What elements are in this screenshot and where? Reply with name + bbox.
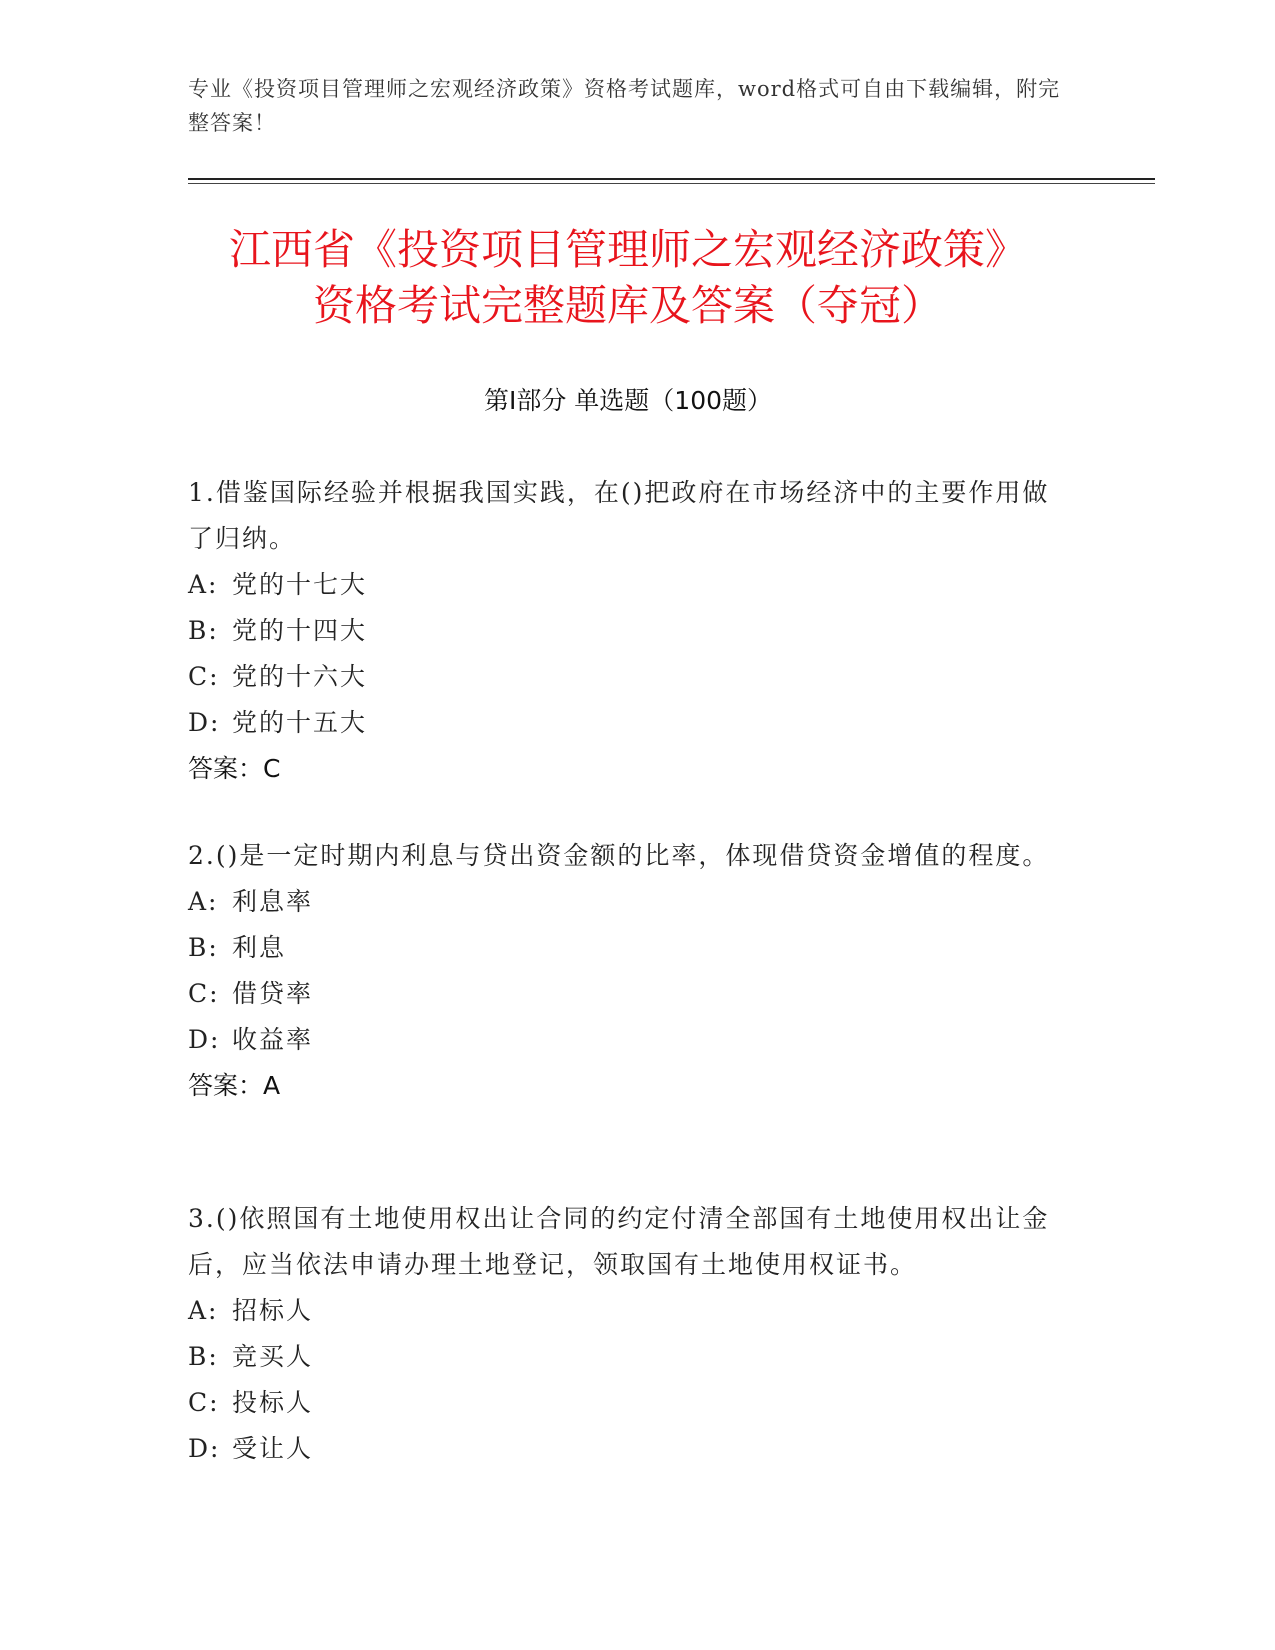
option-text: 利息率	[232, 887, 314, 916]
option-a	[188, 1288, 1068, 1334]
header-divider-thin	[188, 183, 1155, 184]
answer-line: 答案：C	[188, 754, 281, 783]
option-letter: C:	[188, 1388, 220, 1417]
option-letter: A:	[188, 887, 219, 916]
question-2	[188, 833, 1068, 1109]
question-stem: 1.借鉴国际经验并根据我国实践，在()把政府在市场经济中的主要作用做了归纳。	[188, 478, 1050, 553]
document-title-line1: 江西省《投资项目管理师之宏观经济政策》	[228, 225, 1027, 274]
option-text: 党的十四大	[232, 616, 368, 645]
question-stem: 2.()是一定时期内利息与贷出资金额的比率，体现借贷资金增值的程度。	[188, 841, 1050, 870]
option-text: 竞买人	[232, 1342, 314, 1371]
option-text: 党的十五大	[232, 708, 368, 737]
header-divider-thick	[188, 178, 1155, 180]
question-3	[188, 1196, 1068, 1472]
option-d	[188, 1426, 1068, 1472]
option-letter: C:	[188, 662, 220, 691]
option-letter: B:	[188, 616, 219, 645]
option-text: 受让人	[232, 1434, 314, 1463]
option-b	[188, 1334, 1068, 1380]
option-text: 收益率	[232, 1025, 314, 1054]
option-a	[188, 562, 1068, 608]
option-c	[188, 971, 1068, 1017]
answer-line: 答案：A	[188, 1071, 281, 1100]
option-letter: D:	[188, 1434, 221, 1463]
option-letter: A:	[188, 570, 219, 599]
question-1	[188, 470, 1068, 792]
option-letter: D:	[188, 1025, 221, 1054]
option-d	[188, 700, 1068, 746]
document-title	[188, 222, 1068, 334]
option-letter: B:	[188, 933, 219, 962]
option-letter: C:	[188, 979, 220, 1008]
option-text: 利息	[232, 933, 287, 962]
option-c	[188, 1380, 1068, 1426]
option-letter: A:	[188, 1296, 219, 1325]
header-note: 专业《投资项目管理师之宏观经济政策》资格考试题库，word格式可自由下载编辑，附完整答案！	[188, 77, 1061, 135]
option-b	[188, 925, 1068, 971]
option-text: 党的十七大	[232, 570, 368, 599]
option-b	[188, 608, 1068, 654]
option-text: 投标人	[232, 1388, 314, 1417]
option-letter: D:	[188, 708, 221, 737]
option-a	[188, 879, 1068, 925]
section-heading: 第Ⅰ部分 单选题（100题）	[483, 386, 773, 415]
document-title-line2: 资格考试完整题库及答案（夺冠）	[312, 281, 943, 330]
option-letter: B:	[188, 1342, 219, 1371]
option-text: 招标人	[232, 1296, 314, 1325]
option-text: 借贷率	[232, 979, 314, 1008]
question-stem: 3.()依照国有土地使用权出让合同的约定付清全部国有土地使用权出让金后，应当依法申请办理土地登记，领取国有土地使用权证书。	[188, 1204, 1050, 1279]
option-c	[188, 654, 1068, 700]
option-text: 党的十六大	[232, 662, 368, 691]
option-d	[188, 1017, 1068, 1063]
